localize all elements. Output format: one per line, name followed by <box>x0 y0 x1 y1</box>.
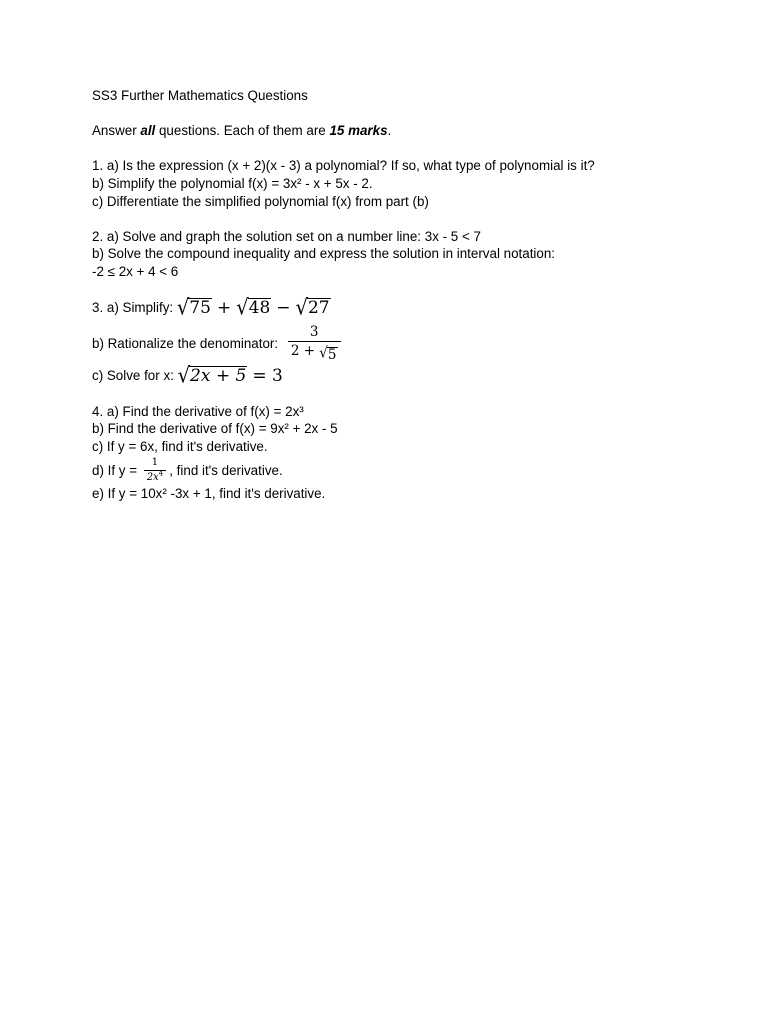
sqrt-expression: √ 2x + 5 <box>177 362 247 389</box>
fraction-numerator: 3 <box>309 324 319 341</box>
question-3a-expression <box>177 295 331 321</box>
question-4d <box>92 455 712 485</box>
denominator-base: 2x <box>146 471 159 483</box>
spacer <box>92 105 712 123</box>
question-1c: c) Differentiate the simplified polynomial f(x) from part (b) <box>92 193 429 209</box>
spacer <box>92 281 712 291</box>
question-4d-prefix: d) If y = <box>92 462 141 478</box>
question-3a-label: 3. a) Simplify: <box>92 299 177 315</box>
operator-2: − <box>276 297 291 318</box>
fraction-denominator: 2 + √ 5 <box>288 341 341 363</box>
operator-1: + <box>216 297 232 318</box>
question-2b: b) Solve the compound inequality and express the solution in interval notation: <box>92 246 556 262</box>
document-title: SS3 Further Mathematics Questions <box>92 88 308 103</box>
denominator-radicand: 5 <box>327 347 337 364</box>
question-3c-equation <box>178 363 283 389</box>
question-2a: 2. a) Solve and graph the solution set on a number line: 3x - 5 < 7 <box>92 228 481 244</box>
question-3b <box>92 325 712 363</box>
question-3b-label: b) Rationalize the denominator: <box>92 336 282 352</box>
question-3a <box>92 295 712 321</box>
spacer <box>92 140 712 158</box>
spacer <box>92 210 712 228</box>
denominator-prefix: 2 + <box>290 343 320 360</box>
question-3b-fraction <box>288 324 341 363</box>
question-4d-fraction <box>144 457 166 485</box>
question-4c: c) If y = 6x, find it's derivative. <box>92 438 268 454</box>
instructions-marks: 15 marks <box>329 123 388 139</box>
equation-radicand: 2x + 5 <box>190 366 247 387</box>
sqrt-term-2: √ 48 <box>236 294 271 320</box>
radicand-3: 27 <box>307 297 330 318</box>
question-4d-suffix: , find it's derivative. <box>169 462 283 478</box>
instructions <box>92 122 712 140</box>
spacer <box>92 389 712 403</box>
question-1a: 1. a) Is the expression (x + 2)(x - 3) a polynomial? If so, what type of polynomial is it? <box>92 158 595 174</box>
denominator-exponent: 4 <box>158 469 164 478</box>
instructions-all: all <box>140 123 156 139</box>
sqrt-term-3: √ 27 <box>295 294 330 320</box>
radicand-2: 48 <box>248 297 271 318</box>
fraction-numerator: 1 <box>151 456 159 468</box>
radicand-1: 75 <box>189 297 211 318</box>
question-1b: b) Simplify the polynomial f(x) = 3x² - x + 5x - 2. <box>92 175 373 191</box>
sqrt-term-1: √ 75 <box>176 294 211 320</box>
document-body <box>92 87 712 503</box>
question-4b: b) Find the derivative of f(x) = 9x² + 2x - 5 <box>92 421 338 437</box>
equation-rhs: = 3 <box>252 365 283 386</box>
question-3c-label: c) Solve for x: <box>92 367 178 383</box>
fraction-denominator <box>144 470 166 485</box>
instructions-middle: questions. Each of them are <box>155 123 330 139</box>
question-2b-expression: -2 ≤ 2x + 4 < 6 <box>92 263 179 279</box>
question-4a: 4. a) Find the derivative of f(x) = 2x³ <box>92 403 304 419</box>
question-4e: e) If y = 10x² -3x + 1, find it's derivative. <box>92 486 326 502</box>
instructions-suffix: . <box>387 123 392 139</box>
question-3c <box>92 363 712 389</box>
instructions-prefix: Answer <box>92 123 141 139</box>
